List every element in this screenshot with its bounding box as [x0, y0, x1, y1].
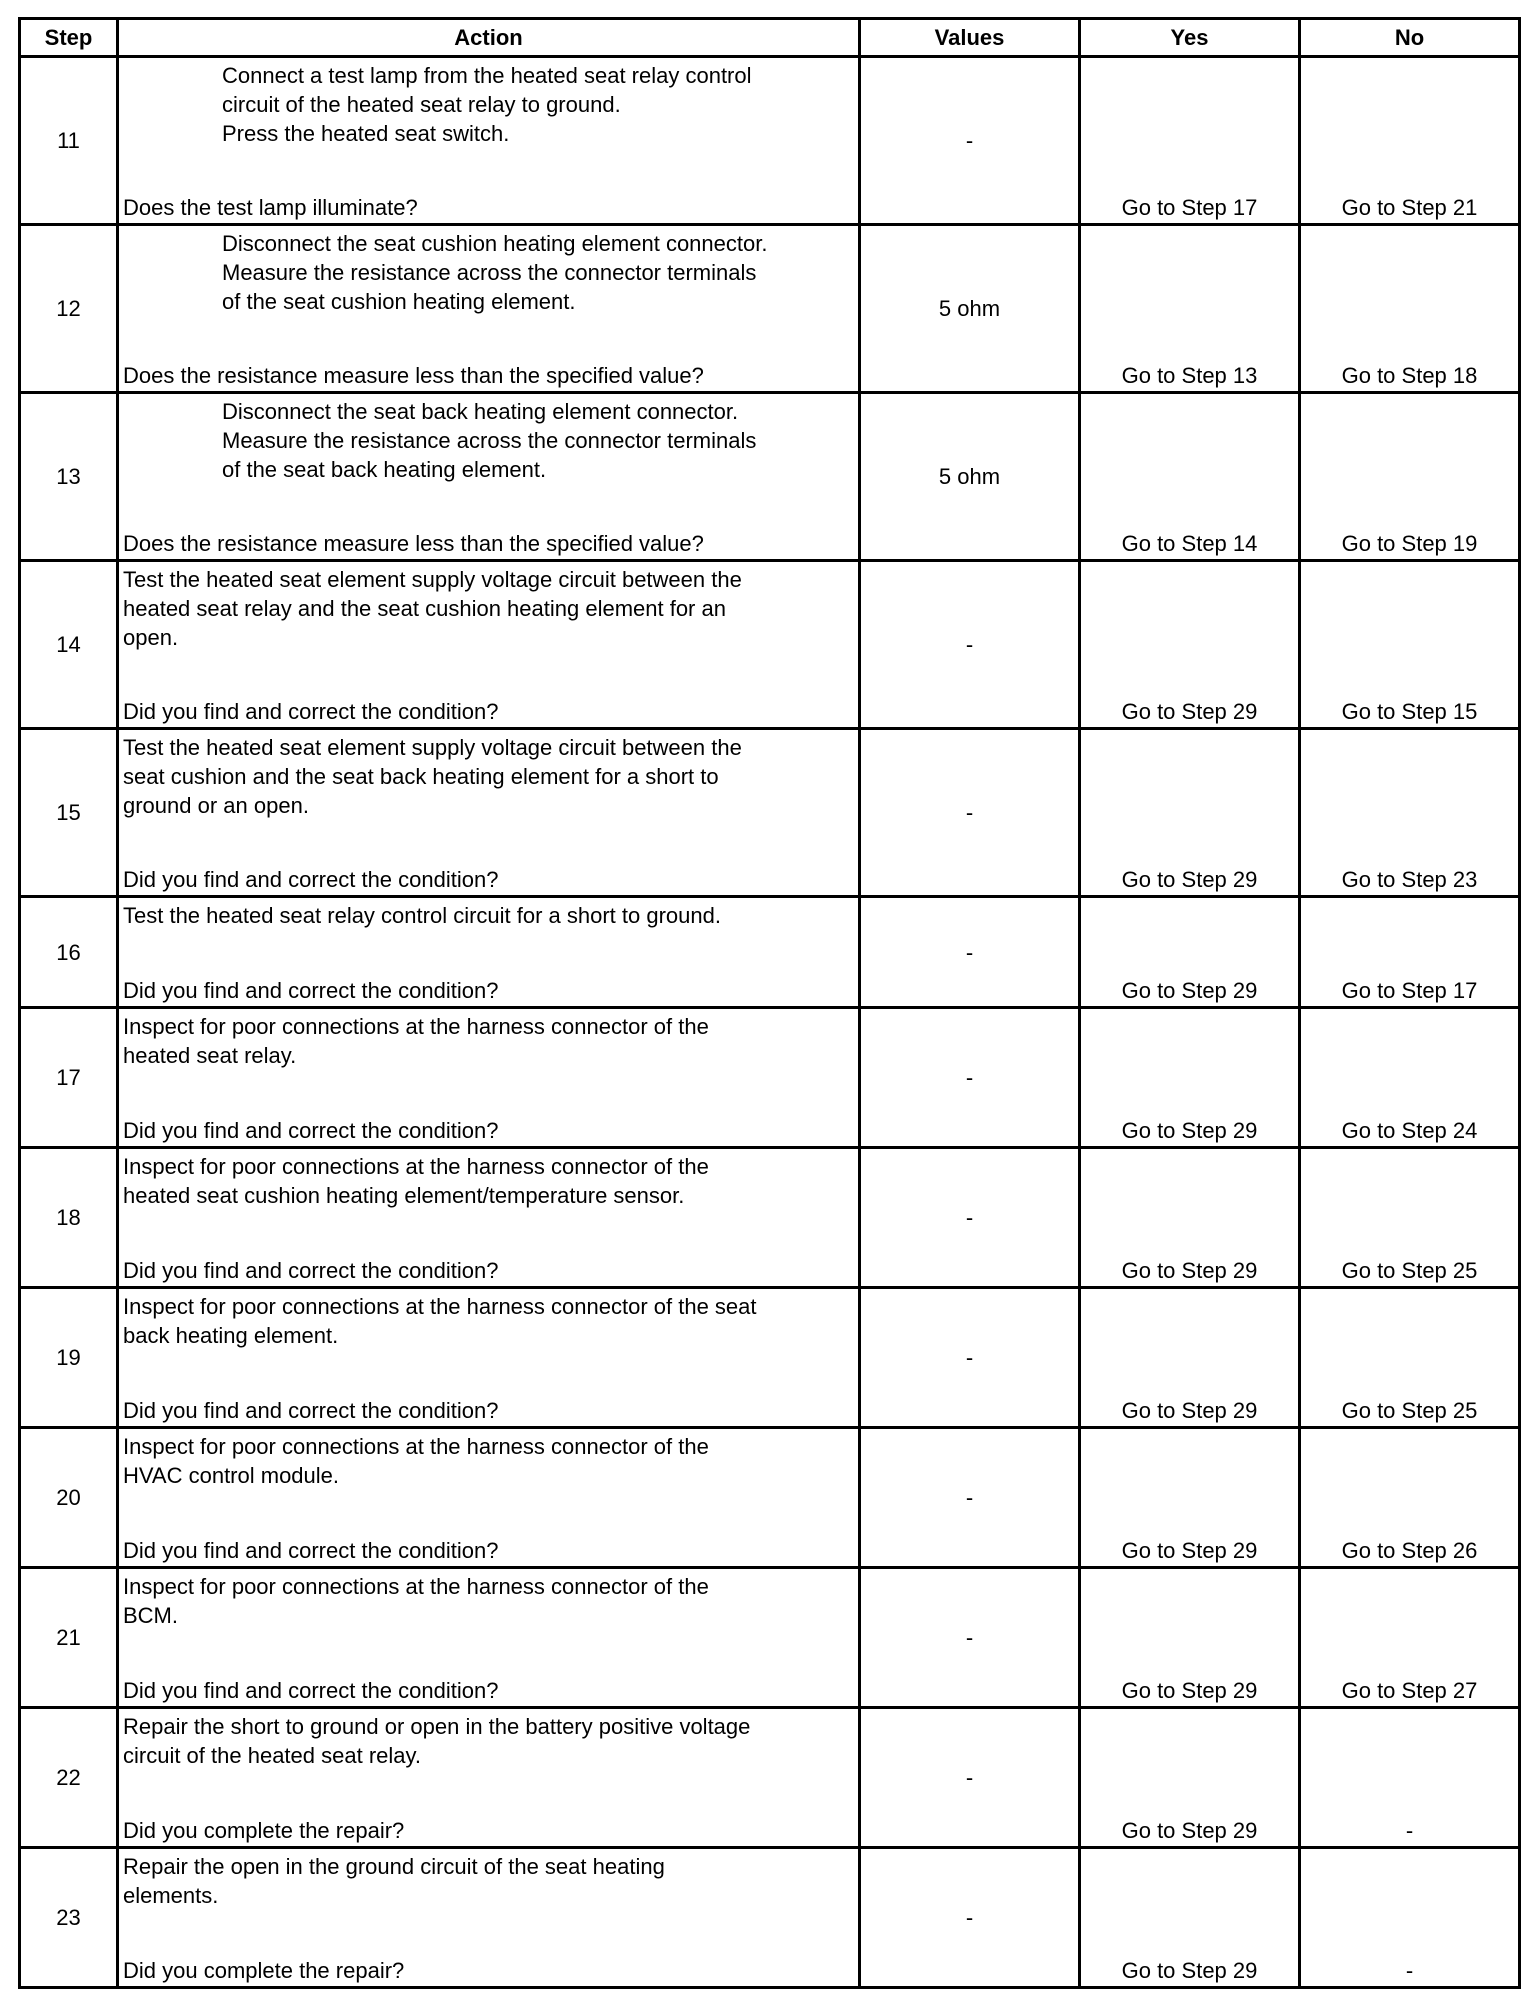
instruction-line: Measure the resistance across the connector terminals [222, 428, 757, 453]
instruction-line: of the seat back heating element. [222, 457, 547, 482]
yes-cell: Go to Step 29 [1080, 1708, 1300, 1848]
action-question: Did you complete the repair? [123, 1818, 405, 1843]
diagnostic-table [18, 17, 1521, 1989]
values-cell: - [860, 561, 1080, 729]
table-row [20, 897, 1520, 1008]
instruction-line: Disconnect the seat back heating element connector. [222, 399, 739, 424]
action-question: Did you find and correct the condition? [123, 699, 499, 724]
action-question: Did you find and correct the condition? [123, 1538, 499, 1563]
no-cell: Go to Step 21 [1300, 57, 1520, 225]
no-cell: Go to Step 24 [1300, 1008, 1520, 1148]
header-yes: Yes [1080, 19, 1300, 57]
instruction-line: heated seat cushion heating element/temperature sensor. [123, 1183, 685, 1208]
values-cell: - [860, 57, 1080, 225]
instruction-line: Inspect for poor connections at the harness connector of the [123, 1434, 709, 1459]
step-number: 14 [20, 561, 118, 729]
instruction-line: of the seat cushion heating element. [222, 289, 576, 314]
action-question: Does the resistance measure less than the specified value? [123, 363, 704, 388]
step-number: 12 [20, 225, 118, 393]
action-cell [118, 1848, 860, 1988]
yes-cell: Go to Step 13 [1080, 225, 1300, 393]
instruction-line: circuit of the heated seat relay to ground. [222, 92, 621, 117]
action-cell [118, 729, 860, 897]
values-cell: 5 ohm [860, 225, 1080, 393]
step-number: 17 [20, 1008, 118, 1148]
instruction-line: HVAC control module. [123, 1463, 340, 1488]
no-cell: Go to Step 15 [1300, 561, 1520, 729]
yes-cell: Go to Step 29 [1080, 561, 1300, 729]
action-instructions [119, 898, 858, 930]
table-row [20, 729, 1520, 897]
instruction-line: Test the heated seat element supply voltage circuit between the [123, 735, 742, 760]
instruction-line: seat cushion and the seat back heating element for a short to [123, 764, 719, 789]
no-cell: Go to Step 17 [1300, 897, 1520, 1008]
instruction-line: Disconnect the seat cushion heating element connector. [222, 231, 768, 256]
action-question: Did you complete the repair? [123, 1958, 405, 1983]
no-cell: Go to Step 25 [1300, 1288, 1520, 1428]
yes-cell: Go to Step 14 [1080, 393, 1300, 561]
step-number: 21 [20, 1568, 118, 1708]
action-question: Did you find and correct the condition? [123, 1118, 499, 1143]
action-instructions [119, 394, 858, 484]
instruction-line: BCM. [123, 1603, 178, 1628]
instruction-line: ground or an open. [123, 793, 309, 818]
action-question: Did you find and correct the condition? [123, 1678, 499, 1703]
action-instructions [119, 1429, 858, 1490]
instruction-line: Test the heated seat element supply voltage circuit between the [123, 567, 742, 592]
yes-cell: Go to Step 17 [1080, 57, 1300, 225]
table-row [20, 225, 1520, 393]
table-row [20, 1568, 1520, 1708]
table-row [20, 1848, 1520, 1988]
header-step: Step [20, 19, 118, 57]
instruction-line: Connect a test lamp from the heated seat relay control [222, 63, 752, 88]
header-action: Action [118, 19, 860, 57]
instruction-line: elements. [123, 1883, 219, 1908]
action-question: Did you find and correct the condition? [123, 978, 499, 1003]
no-cell: - [1300, 1848, 1520, 1988]
action-question: Does the resistance measure less than the specified value? [123, 531, 704, 556]
yes-cell: Go to Step 29 [1080, 1148, 1300, 1288]
table-row [20, 57, 1520, 225]
no-cell: Go to Step 26 [1300, 1428, 1520, 1568]
action-cell [118, 897, 860, 1008]
values-cell: - [860, 897, 1080, 1008]
instruction-line: heated seat relay and the seat cushion heating element for an [123, 596, 726, 621]
header-values: Values [860, 19, 1080, 57]
table-row [20, 1148, 1520, 1288]
values-cell: - [860, 1568, 1080, 1708]
step-number: 19 [20, 1288, 118, 1428]
action-cell [118, 1428, 860, 1568]
action-cell [118, 57, 860, 225]
action-cell [118, 1288, 860, 1428]
values-cell: - [860, 1148, 1080, 1288]
yes-cell: Go to Step 29 [1080, 1008, 1300, 1148]
action-cell [118, 561, 860, 729]
step-number: 23 [20, 1848, 118, 1988]
diagnostic-table-sheet [18, 17, 1518, 1989]
action-question: Did you find and correct the condition? [123, 867, 499, 892]
instruction-line: back heating element. [123, 1323, 339, 1348]
step-number: 16 [20, 897, 118, 1008]
action-cell [118, 1008, 860, 1148]
header-row [20, 19, 1520, 57]
table-row [20, 1008, 1520, 1148]
action-instructions [119, 1289, 858, 1350]
instruction-line: Inspect for poor connections at the harness connector of the [123, 1154, 709, 1179]
table-row [20, 393, 1520, 561]
instruction-line: Press the heated seat switch. [222, 121, 510, 146]
action-instructions [119, 730, 858, 820]
action-instructions [119, 58, 858, 148]
values-cell: - [860, 1288, 1080, 1428]
action-cell [118, 393, 860, 561]
step-number: 11 [20, 57, 118, 225]
no-cell: Go to Step 27 [1300, 1568, 1520, 1708]
values-cell: - [860, 729, 1080, 897]
instruction-line: Repair the open in the ground circuit of the seat heating [123, 1854, 665, 1879]
instruction-line: Repair the short to ground or open in the battery positive voltage [123, 1714, 751, 1739]
no-cell: Go to Step 18 [1300, 225, 1520, 393]
action-instructions [119, 1149, 858, 1210]
yes-cell: Go to Step 29 [1080, 1568, 1300, 1708]
table-row [20, 1288, 1520, 1428]
instruction-line: heated seat relay. [123, 1043, 297, 1068]
step-number: 20 [20, 1428, 118, 1568]
no-cell: Go to Step 25 [1300, 1148, 1520, 1288]
yes-cell: Go to Step 29 [1080, 1288, 1300, 1428]
action-cell [118, 1148, 860, 1288]
table-row [20, 1428, 1520, 1568]
table-row [20, 1708, 1520, 1848]
no-cell: Go to Step 19 [1300, 393, 1520, 561]
values-cell: - [860, 1708, 1080, 1848]
instruction-line: open. [123, 625, 179, 650]
action-cell [118, 1568, 860, 1708]
yes-cell: Go to Step 29 [1080, 729, 1300, 897]
action-instructions [119, 1569, 858, 1630]
values-cell: 5 ohm [860, 393, 1080, 561]
action-instructions [119, 562, 858, 652]
action-cell [118, 1708, 860, 1848]
step-number: 22 [20, 1708, 118, 1848]
yes-cell: Go to Step 29 [1080, 1428, 1300, 1568]
action-instructions [119, 1009, 858, 1070]
no-cell: - [1300, 1708, 1520, 1848]
step-number: 18 [20, 1148, 118, 1288]
instruction-line: Measure the resistance across the connector terminals [222, 260, 757, 285]
action-question: Does the test lamp illuminate? [123, 195, 418, 220]
instruction-line: Test the heated seat relay control circuit for a short to ground. [123, 903, 721, 928]
instruction-line: Inspect for poor connections at the harness connector of the [123, 1014, 709, 1039]
no-cell: Go to Step 23 [1300, 729, 1520, 897]
instruction-line: circuit of the heated seat relay. [123, 1743, 421, 1768]
values-cell: - [860, 1848, 1080, 1988]
table-row [20, 561, 1520, 729]
yes-cell: Go to Step 29 [1080, 897, 1300, 1008]
header-no: No [1300, 19, 1520, 57]
action-question: Did you find and correct the condition? [123, 1258, 499, 1283]
action-instructions [119, 226, 858, 316]
step-number: 13 [20, 393, 118, 561]
action-instructions [119, 1849, 858, 1910]
action-cell [118, 225, 860, 393]
action-question: Did you find and correct the condition? [123, 1398, 499, 1423]
instruction-line: Inspect for poor connections at the harness connector of the [123, 1574, 709, 1599]
step-number: 15 [20, 729, 118, 897]
instruction-line: Inspect for poor connections at the harness connector of the seat [123, 1294, 757, 1319]
yes-cell: Go to Step 29 [1080, 1848, 1300, 1988]
values-cell: - [860, 1428, 1080, 1568]
values-cell: - [860, 1008, 1080, 1148]
action-instructions [119, 1709, 858, 1770]
